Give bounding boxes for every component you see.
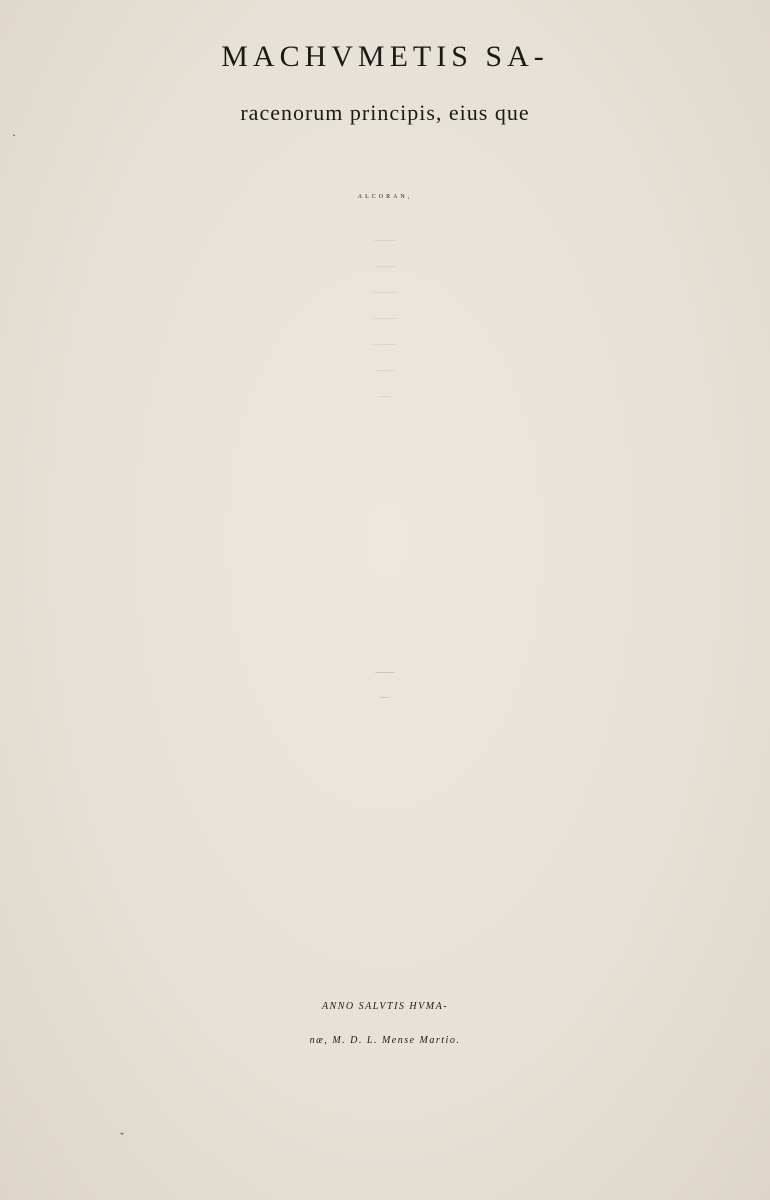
intro-line bbox=[0, 358, 770, 384]
editor-line bbox=[0, 750, 770, 769]
turcarum-line bbox=[0, 635, 770, 655]
intro-line bbox=[0, 384, 770, 410]
editor-line bbox=[0, 861, 770, 880]
turcarum-line bbox=[0, 575, 770, 595]
confutationes-line bbox=[0, 504, 770, 528]
title-line-2: racenorum principis, eius que bbox=[240, 100, 530, 125]
catalogue-note bbox=[0, 661, 770, 711]
editor-paragraph bbox=[0, 750, 770, 898]
editor-line bbox=[0, 769, 770, 788]
alcoran-heading: ALCORAN, bbox=[357, 194, 413, 200]
catalogue-line: Quorum omnium Catalogum uersa cuiusq; tomi bbox=[375, 673, 395, 674]
editor-line bbox=[0, 787, 770, 806]
paper-speck: ˇ bbox=[120, 1130, 124, 1144]
confutationes-line bbox=[0, 528, 770, 552]
confutationes-line bbox=[0, 432, 770, 456]
intro-line bbox=[0, 332, 770, 358]
turcarum-line bbox=[0, 615, 770, 635]
paper-speck: · bbox=[12, 128, 16, 142]
turcarum-line bbox=[0, 595, 770, 615]
editor-line bbox=[0, 806, 770, 825]
editor-line bbox=[0, 843, 770, 862]
imprint-line: ANNO SALVTIS HVMA- bbox=[321, 1001, 449, 1012]
imprint-date bbox=[0, 990, 770, 1058]
confutationes-line bbox=[0, 408, 770, 432]
title-line-1: MACHVMETIS SA- bbox=[221, 40, 549, 73]
catalogue-line: prima pagina reperies. bbox=[380, 698, 390, 699]
confutationes-line bbox=[0, 480, 770, 504]
turcarum-line bbox=[0, 555, 770, 575]
intro-line bbox=[0, 228, 770, 254]
confutationes-paragraph bbox=[0, 408, 770, 552]
confutationes-line bbox=[0, 456, 770, 480]
intro-paragraph bbox=[0, 228, 770, 410]
editor-line bbox=[0, 824, 770, 843]
intro-line bbox=[0, 306, 770, 332]
intro-line bbox=[0, 280, 770, 306]
turcarum-paragraph bbox=[0, 555, 770, 655]
editor-line bbox=[0, 880, 770, 899]
intro-line bbox=[0, 254, 770, 280]
imprint-line: næ, M. D. L. Mense Martio. bbox=[309, 1035, 461, 1046]
